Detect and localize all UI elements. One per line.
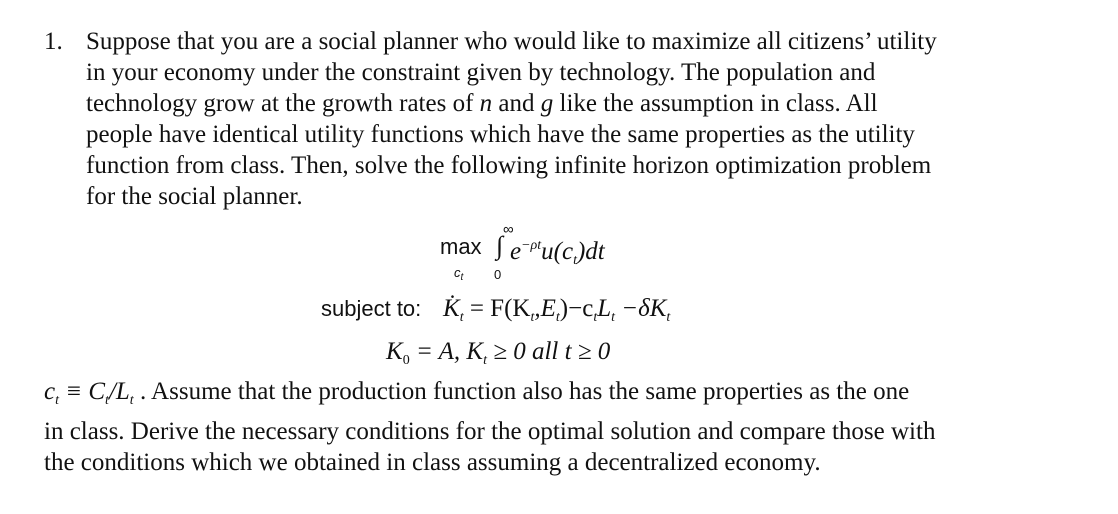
paragraph-line-6: for the social planner. (86, 183, 303, 210)
paragraph2-line-2: in class. Derive the necessary conditions for the optimal solution and compare those with (44, 418, 936, 445)
question-number: 1. (44, 28, 63, 55)
max-operator: max (440, 234, 482, 259)
paragraph-line-1: Suppose that you are a social planner who would like to maximize all citizens’ utility (86, 28, 937, 55)
integral-upper-limit: ∞ (503, 221, 514, 238)
exp-base: $e^{-\rho t}u(c_t)dt$ (510, 238, 605, 268)
consumption-definition: $c_t \equiv C_t/L_t$ (44, 378, 134, 408)
var-g: g (540, 90, 554, 117)
paragraph-line-2: in your economy under the constraint given by technology. The population and (86, 59, 876, 86)
paragraph-line-5: function from class. Then, solve the following infinite horizon optimization problem (86, 152, 932, 179)
paragraph-line-3: technology grow at the growth rates of n and g like the assumption in class. All (86, 90, 878, 117)
constraint-equation: $K̇_t = F(K_t,E_t)-c_tL_t -\delta K_t$ (443, 295, 671, 325)
paragraph-line-4: people have identical utility functions which have the same properties as the utility (86, 121, 915, 148)
paragraph2-line-1: $c_t \equiv C_t/L_t$ . Assume that the production function also has the same properties as the one (44, 378, 910, 408)
subject-to-label: subject to: (321, 296, 422, 321)
max-control-var: $c_t$ (454, 265, 464, 283)
integral-sign: ∫ (496, 231, 504, 260)
initial-condition-equation: $K_0 = A$, $K_t \ge 0$ all t ≥ 0 (386, 338, 611, 368)
paragraph2-line-3: the conditions which we obtained in class assuming a decentralized economy. (44, 449, 821, 476)
var-n: n (479, 90, 493, 117)
integral-lower-limit: 0 (494, 267, 502, 282)
